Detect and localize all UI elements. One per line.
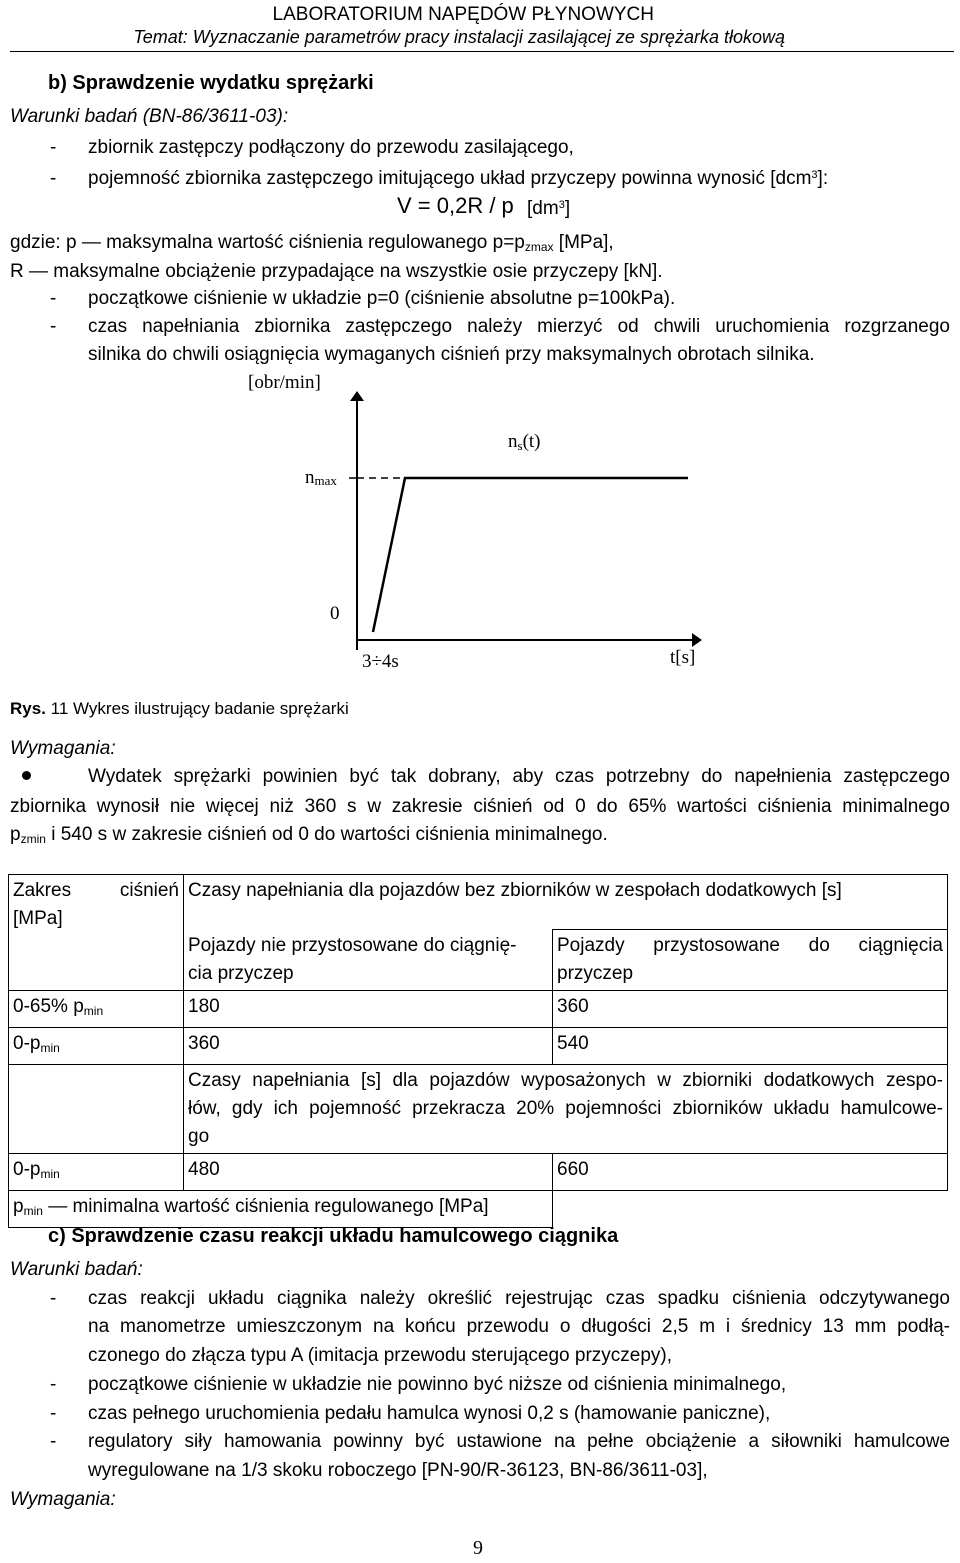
table-footnote: $p_{min}$ — minimalna wartość ciśnienia regulowanego [MPa] xyxy=(9,1191,553,1228)
c-item-3: czas pełnego uruchomienia pedału hamulca wynosi 0,2 s (hamowanie paniczne), xyxy=(88,1403,771,1424)
table-cell: 360 xyxy=(553,991,948,1028)
table-cell: 360 xyxy=(184,1028,553,1065)
table-header-cell: Zakres ciśnień [MPa] xyxy=(9,875,184,991)
requirements-line-1: Wydatek sprężarki powinien być tak dobrany, aby czas potrzebny do napełnienia zastępczego xyxy=(88,766,950,787)
table-row xyxy=(9,991,948,1028)
bullet-dot-icon xyxy=(22,771,31,780)
definition-r: R — maksymalne obciążenie przypadające na wszystkie osie przyczepy [kN]. xyxy=(10,261,663,282)
table-header-cell: Pojazdy nie przystosowane do ciągnię- cia przyczep xyxy=(184,930,553,991)
table-cell: 480 xyxy=(184,1154,553,1191)
topic-title: Temat: Wyznaczanie parametrów pracy instalacji zasilającej ze sprężarka tłokową xyxy=(133,27,785,47)
nmax-label: nmax xyxy=(305,467,337,488)
table-row xyxy=(9,1154,948,1191)
table-row xyxy=(9,1065,948,1154)
definition-p: gdzie: p — maksymalna wartość ciśnienia regulowanego $p=p_{zmax}$ [MPa], xyxy=(10,232,614,254)
table-row xyxy=(9,1028,948,1065)
speed-curve xyxy=(373,478,688,632)
section-b-title: b) Sprawdzenie wydatku sprężarki xyxy=(48,72,374,94)
origin-label: 0 xyxy=(330,603,340,624)
table-header-cell: Czasy napełniania [s] dla pojazdów wyposażonych w zbiorniki dodatkowych zespo- łów, gdy ich pojemność przekracza 20% pojemności zbiorników układu hamulcowe- go xyxy=(184,1065,948,1154)
formula-unit: $[dm^3]$ xyxy=(527,198,571,219)
table-cell: 0-65% $p_{min}$ xyxy=(9,991,184,1028)
time-mark-label: 3÷4s xyxy=(362,651,399,672)
table-header-cell: Czasy napełniania dla pojazdów bez zbiorników w zespołach dodatkowych [s] xyxy=(184,875,948,930)
header-divider xyxy=(10,51,954,52)
bullet-dash: - xyxy=(50,316,57,337)
conditions-label: Warunki badań (BN-86/3611-03): xyxy=(10,106,289,127)
condition-item-2: pojemność zbiornika zastępczego imitującego układ przyczepy powinna wynosić [dcm$^3$]: xyxy=(88,168,829,189)
section-c-title: c) Sprawdzenie czasu reakcji układu hamulcowego ciągnika xyxy=(48,1225,619,1247)
c-item-2: początkowe ciśnienie w układzie nie powinno być niższe od ciśnienia minimalnego, xyxy=(88,1374,787,1395)
condition-item-4-line-2: silnika do chwili osiągnięcia wymaganych ciśnień przy maksymalnych obrotach silnika. xyxy=(88,344,815,365)
table-cell: $0-p_{min}$ xyxy=(9,1154,184,1191)
y-unit-label: [obr/min] xyxy=(248,372,321,393)
bullet-dash: - xyxy=(50,1288,57,1309)
table-cell: $0-p_{min}$ xyxy=(9,1028,184,1065)
bullet-dash: - xyxy=(50,1374,57,1395)
bullet-dash: - xyxy=(50,1431,57,1452)
c-item-4-line-1: regulatory siły hamowania powinny być ustawione na pełne obciążenie a siłowniki hamulcowe xyxy=(88,1431,950,1452)
c-item-1-line-1: czas reakcji układu ciągnika należy określić rejestrując czas spadku ciśnienia odczytywanego xyxy=(88,1288,950,1309)
c-item-1-line-2: na manometrze umieszczonym na końcu przewodu o długości 2,5 m i średnicy 13 mm podłą- xyxy=(88,1316,950,1337)
x-unit-label: t[s] xyxy=(670,647,696,668)
lab-title: LABORATORIUM NAPĘDÓW PŁYNOWYCH xyxy=(272,4,654,25)
volume-formula: V = 0,2R / p xyxy=(397,193,514,218)
curve-label: ns(t) xyxy=(508,431,541,453)
table-row xyxy=(9,1191,948,1228)
table-cell: 180 xyxy=(184,991,553,1028)
table-cell: 540 xyxy=(553,1028,948,1065)
bullet-dash: - xyxy=(50,288,57,309)
fill-time-table xyxy=(8,874,948,1228)
table-cell: 660 xyxy=(553,1154,948,1191)
table-empty-cell xyxy=(553,1191,948,1228)
condition-item-4-line-1: czas napełniania zbiornika zastępczego należy mierzyć od chwili uruchomienia rozgrzanego xyxy=(88,316,950,337)
condition-item-3: początkowe ciśnienie w układzie p=0 (ciśnienie absolutne p=100kPa). xyxy=(88,288,676,309)
requirements-line-3: $p_{zmin}$ i 540 s w zakresie ciśnień od 0 do wartości ciśnienia minimalnego. xyxy=(10,824,608,846)
bullet-dash: - xyxy=(50,1403,57,1424)
table-header-cell: Pojazdy przystosowane do ciągnięcia przyczep xyxy=(553,930,948,991)
condition-item-1: zbiornik zastępczy podłączony do przewodu zasilającego, xyxy=(88,137,574,158)
conditions-label-c: Warunki badań: xyxy=(10,1259,143,1280)
table-row xyxy=(9,875,948,930)
figure-caption: Rys. 11 Wykres ilustrujący badanie sprężarki xyxy=(10,699,349,718)
page-number: 9 xyxy=(473,1537,483,1559)
requirements-line-2: zbiornika wynosił nie więcej niż 360 s w zakresie ciśnień od 0 do 65% wartości ciśnienia minimalnego xyxy=(10,796,950,817)
requirements-label: Wymagania: xyxy=(10,738,116,759)
compressor-test-chart xyxy=(0,370,960,710)
requirements-label-c: Wymagania: xyxy=(10,1489,116,1510)
table-cell xyxy=(9,1065,184,1154)
c-item-4-line-2: wyregulowane na 1/3 skoku roboczego [PN-90/R-36123, BN-86/3611-03], xyxy=(88,1460,708,1481)
bullet-dash: - xyxy=(50,137,57,158)
c-item-1-line-3: czonego do złącza typu A (imitacja przewodu sterującego przyczepy), xyxy=(88,1345,673,1366)
bullet-dash: - xyxy=(50,168,57,189)
